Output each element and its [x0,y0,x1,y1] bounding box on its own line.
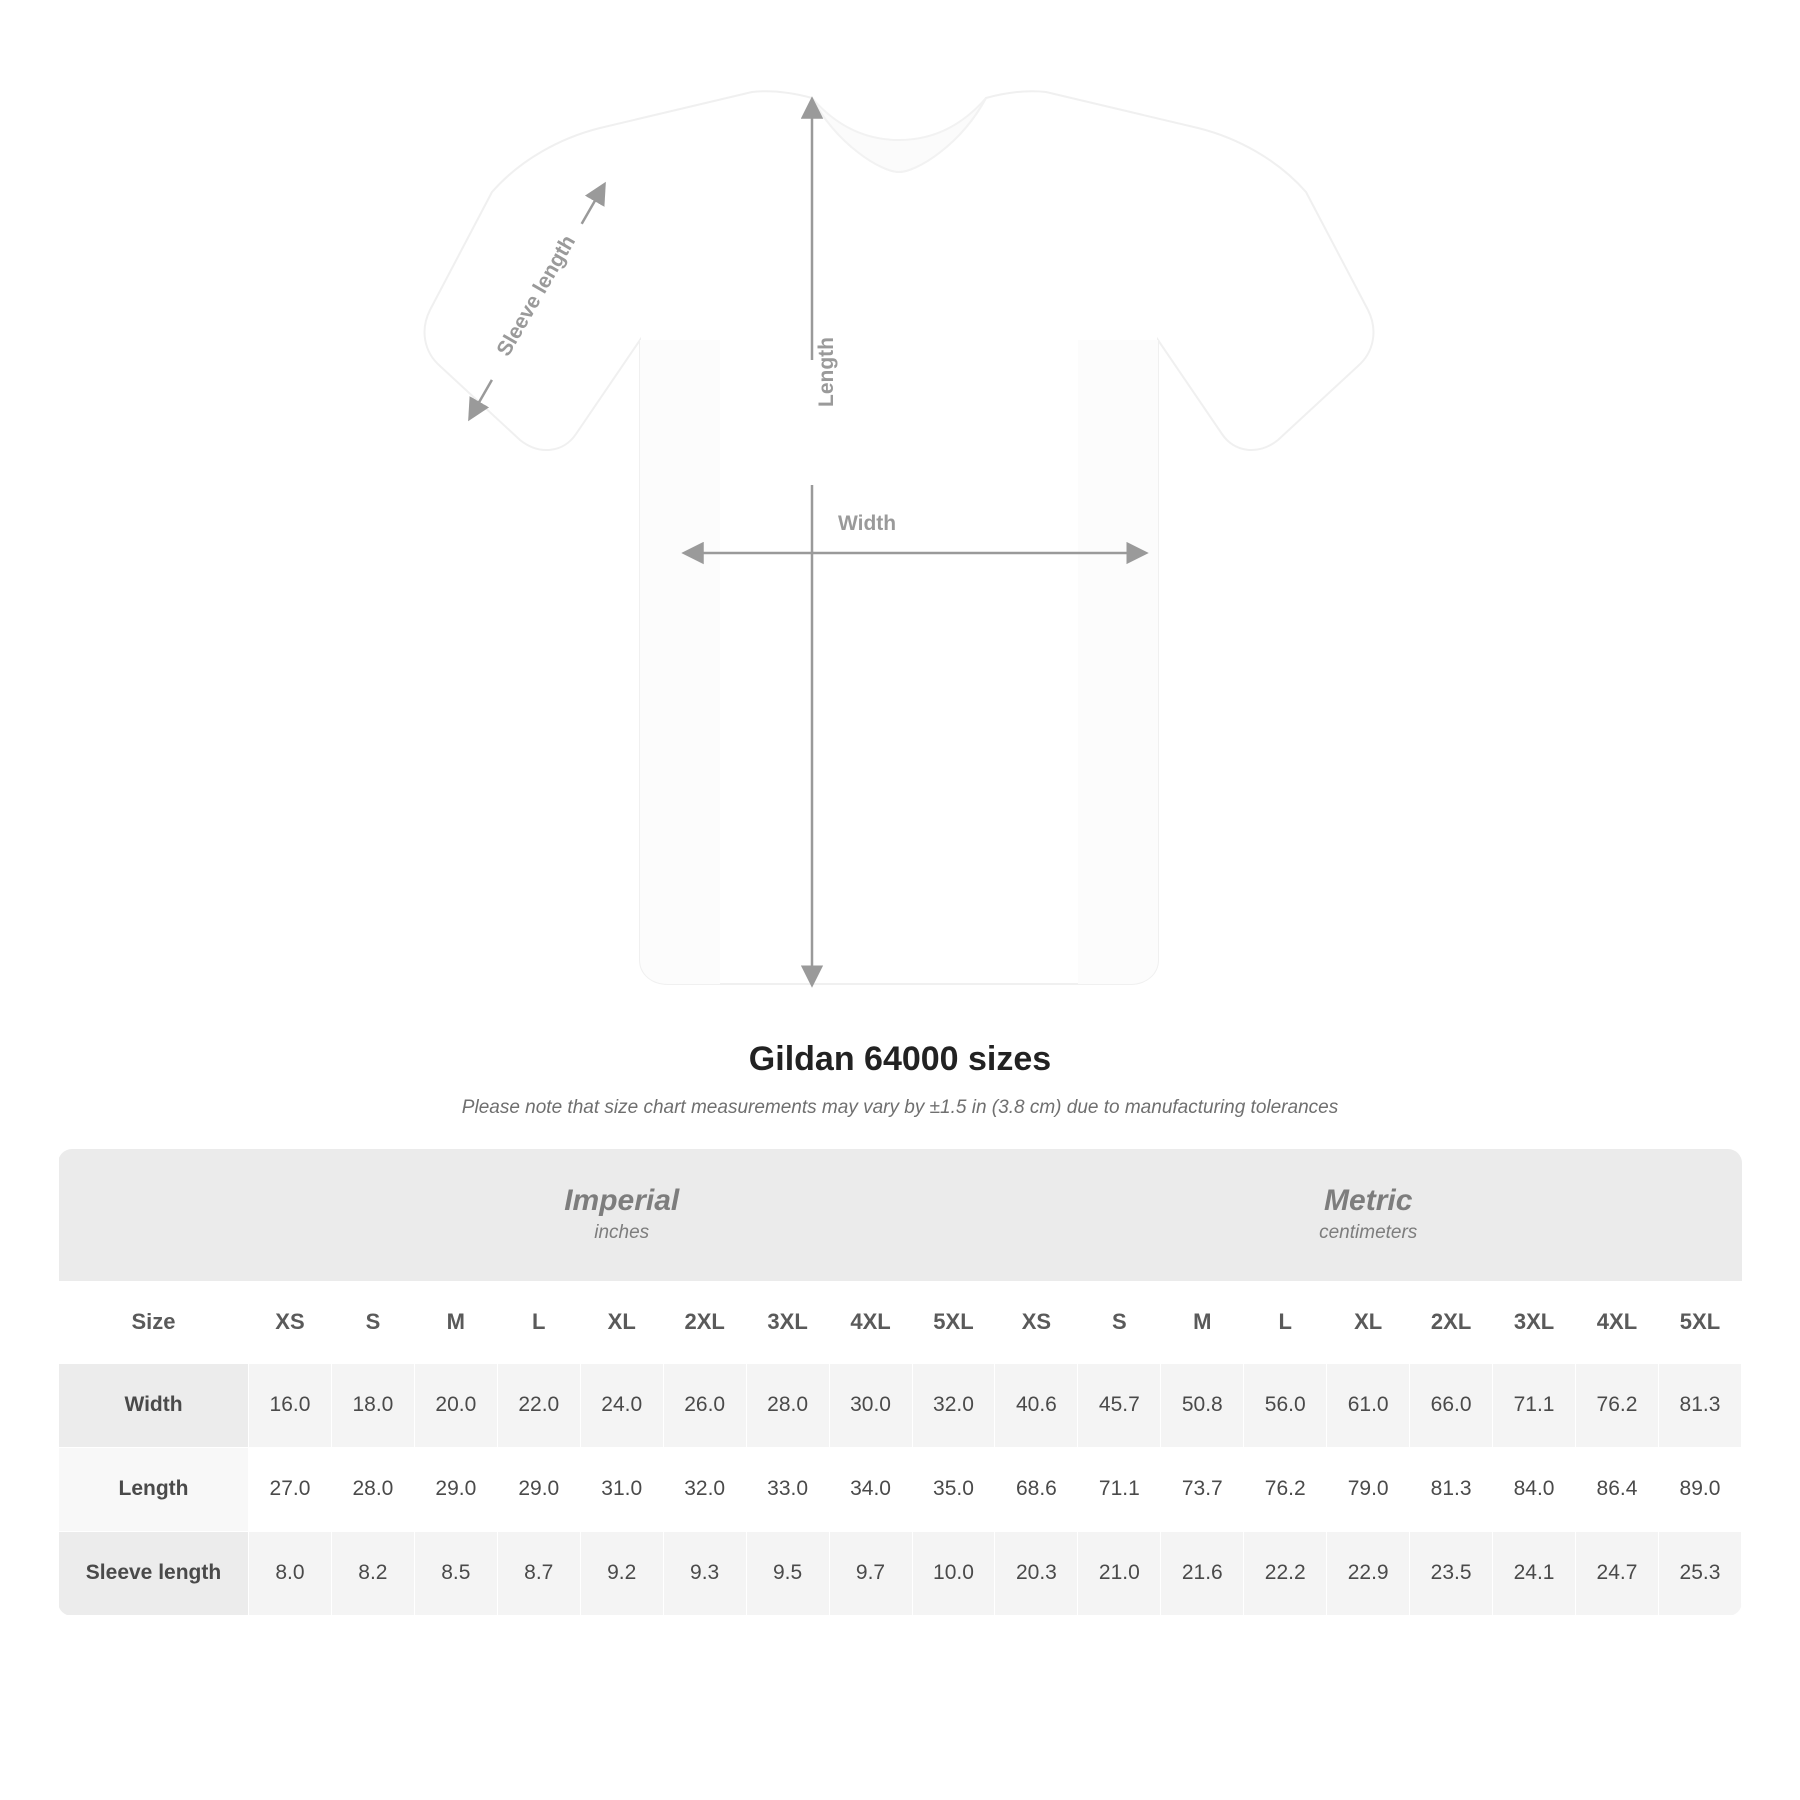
table-cell: 20.0 [414,1363,497,1447]
col-header: 3XL [1493,1281,1576,1363]
table-cell: 45.7 [1078,1363,1161,1447]
table-cell: 22.9 [1327,1531,1410,1615]
table-cell: 32.0 [912,1363,995,1447]
table-cell: 86.4 [1576,1447,1659,1531]
col-header: 3XL [746,1281,829,1363]
col-header: 5XL [912,1281,995,1363]
unit-sub-imperial: inches [594,1222,650,1244]
col-header: S [331,1281,414,1363]
table-cell: 68.6 [995,1447,1078,1531]
table-header-row [59,1281,1742,1363]
width-label: Width [838,512,897,535]
table-cell: 23.5 [1410,1531,1493,1615]
table-cell: 84.0 [1493,1447,1576,1531]
col-header: XL [1327,1281,1410,1363]
table-cell: 32.0 [663,1447,746,1531]
table-row [59,1447,1742,1531]
table-cell: 24.7 [1576,1531,1659,1615]
table-cell: 24.1 [1493,1531,1576,1615]
col-header: 2XL [1410,1281,1493,1363]
table-cell: 34.0 [829,1447,912,1531]
table-row [59,1531,1742,1615]
col-header: 2XL [663,1281,746,1363]
col-header: 5XL [1658,1281,1741,1363]
page-title: Gildan 64000 sizes [748,1040,1052,1078]
col-header: L [1244,1281,1327,1363]
col-header: S [1078,1281,1161,1363]
table-cell: 76.2 [1576,1363,1659,1447]
table-cell: 27.0 [249,1447,332,1531]
table-cell: 50.8 [1161,1363,1244,1447]
tolerance-note: Please note that size chart measurements may vary by ±1.5 in (3.8 cm) due to manufacturing tolerances [461,1097,1339,1118]
table-cell: 21.6 [1161,1531,1244,1615]
table-cell: 40.6 [995,1363,1078,1447]
table-cell: 22.0 [497,1363,580,1447]
table-row [59,1363,1742,1447]
table-cell: 26.0 [663,1363,746,1447]
table-cell: 9.3 [663,1531,746,1615]
size-table-wrapper [58,1149,1742,1616]
col-header: XL [580,1281,663,1363]
table-cell: 33.0 [746,1447,829,1531]
table-cell: 31.0 [580,1447,663,1531]
col-header: XS [995,1281,1078,1363]
table-cell: 8.2 [331,1531,414,1615]
row-label-width: Width [59,1363,249,1447]
table-cell: 25.3 [1658,1531,1741,1615]
row-label-length: Length [59,1447,249,1531]
table-cell: 10.0 [912,1531,995,1615]
row-label-sleeve-length: Sleeve length [59,1531,249,1615]
table-cell: 8.5 [414,1531,497,1615]
row-header-size: Size [59,1281,249,1363]
unit-header-imperial [249,1149,995,1281]
table-cell: 71.1 [1493,1363,1576,1447]
table-cell: 9.7 [829,1531,912,1615]
unit-sub-metric: centimeters [1319,1222,1418,1244]
table-cell: 81.3 [1410,1447,1493,1531]
table-cell: 30.0 [829,1363,912,1447]
chart-title-block [0,1040,1800,1119]
table-cell: 71.1 [1078,1447,1161,1531]
size-table [58,1149,1742,1616]
unit-name-metric: Metric [1324,1183,1413,1217]
table-cell: 18.0 [331,1363,414,1447]
table-cell: 79.0 [1327,1447,1410,1531]
table-cell: 20.3 [995,1531,1078,1615]
table-cell: 61.0 [1327,1363,1410,1447]
table-cell: 66.0 [1410,1363,1493,1447]
table-cell: 8.7 [497,1531,580,1615]
col-header: XS [249,1281,332,1363]
table-cell: 76.2 [1244,1447,1327,1531]
table-cell: 9.5 [746,1531,829,1615]
col-header: M [414,1281,497,1363]
table-cell: 16.0 [249,1363,332,1447]
table-cell: 81.3 [1658,1363,1741,1447]
table-cell: 35.0 [912,1447,995,1531]
unit-header-row [59,1149,1742,1281]
table-cell: 24.0 [580,1363,663,1447]
table-cell: 9.2 [580,1531,663,1615]
col-header: 4XL [1576,1281,1659,1363]
table-cell: 8.0 [249,1531,332,1615]
table-cell: 56.0 [1244,1363,1327,1447]
unit-header-metric [995,1149,1742,1281]
table-cell: 28.0 [746,1363,829,1447]
col-header: L [497,1281,580,1363]
table-corner-blank [59,1149,249,1281]
table-cell: 29.0 [414,1447,497,1531]
col-header: M [1161,1281,1244,1363]
table-cell: 22.2 [1244,1531,1327,1615]
table-cell: 73.7 [1161,1447,1244,1531]
table-cell: 89.0 [1658,1447,1741,1531]
length-label: Length [814,337,838,407]
unit-name-imperial: Imperial [564,1183,680,1217]
table-cell: 29.0 [497,1447,580,1531]
table-cell: 21.0 [1078,1531,1161,1615]
sleeve-length-label: Sleeve length [492,231,581,361]
table-cell: 28.0 [331,1447,414,1531]
col-header: 4XL [829,1281,912,1363]
